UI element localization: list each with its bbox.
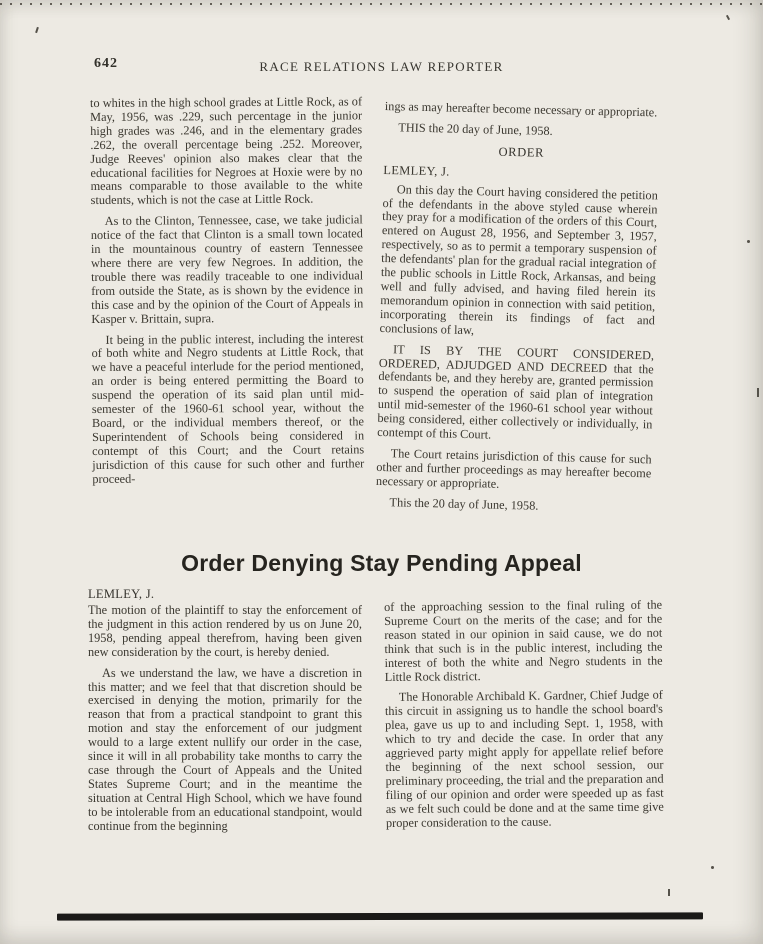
body-paragraph: As to the Clinton, Tennessee, case, we take judicial notice of the fact that Clinton is a small town located in the mountainous country of eastern Tennessee where there are very few Negroes. In addition, the trouble there was readily traceable to one individual from outside the State, as is shown by the evidence in this case and by the opinion of the Court of Appeals in Kasper v. Brittain, supra. bbox=[90, 212, 364, 326]
date-line: THIS the 20 day of June, 1958. bbox=[398, 120, 553, 138]
bottom-left-column bbox=[88, 604, 362, 841]
body-paragraph: The Honorable Archibald K. Gardner, Chief Judge of this circuit in assigning us to handle the school board's plea, gave us up to and including Sept. 1, 1958, with which to try and decide the case. In order that any aggrieved party might apply for appellate relief before the beginning of the next school session, our preliminary proceeding, the trial and the preparation and filing of our opinion and order were speeded up as fast as we felt such could be done and at the same time give proper consideration to the cause. bbox=[384, 688, 664, 830]
body-paragraph: IT IS BY THE COURT CONSIDERED, ORDERED, ADJUDGED AND DECREED that the defendants be, and they hereby are, granted permission to suspend the operation of said plan of integration until mid-semester of the 1960-61 school year without being considered, either collectively or individually, in contempt of this Court. bbox=[377, 341, 655, 442]
scan-dotted-edge bbox=[0, 3, 763, 5]
scan-artifact bbox=[757, 388, 759, 397]
closing-date-line: This the 20 day of June, 1958. bbox=[389, 494, 539, 513]
body-paragraph: As we understand the law, we have a discretion in this matter; and we feel that that discretion should be exercised in denying the motion, primarily for the reason that from a practical standpoint to grant this motion and stay the enforcement of our judgment would to a large extent nullify our order in the case, since it will in all probability take months to carry the case through the Court of Appeals and the United States Supreme Court; and in the meantime the situation at Central High School, which we have found to be intolerable from an educational standpoint, would continue from the beginning bbox=[88, 665, 362, 833]
running-header: RACE RELATIONS LAW REPORTER bbox=[259, 59, 504, 74]
continuation-paragraph: to whites in the high school grades at Little Rock, as of May, 1956, was .229, such percentage in the junior high grades was .246, and in the elementary grades .262, the overall percentage being .252. Moreover, Judge Reeves' opinion also makes clear that the educational facilities for Negroes at Hoxie were by no means comparable to those available to the white students, which is not the case at Little Rock. bbox=[89, 94, 363, 208]
scan-artifact bbox=[726, 15, 730, 20]
body-paragraph: The motion of the plaintiff to stay the enforcement of the judgment in this action rendered by us on June 20, 1958, pending appeal therefrom, having been given new consideration by the court, is hereby denied. bbox=[88, 603, 362, 659]
scan-artifact bbox=[711, 866, 714, 869]
body-paragraph: It being in the public interest, including the interest of both white and Negro students at Little Rock, that we have a peaceful interlude for the period mentioned, an order is being entered permitting the Board to suspend the operation of its said plan until mid-semester of the 1960-61 school year, without the Board, or the individual members thereof, or the Superintendent of Schools being considered in contempt of this Court; and the Court retains jurisdiction of this cause for such other and further proceed- bbox=[91, 330, 365, 486]
judge-name: LEMLEY, J. bbox=[88, 587, 155, 601]
scan-artifact bbox=[747, 240, 750, 243]
scan-artifact bbox=[668, 889, 670, 896]
judge-name: LEMLEY, J. bbox=[383, 162, 450, 179]
continuation-paragraph: ings as may hereafter become necessary or appropriate. bbox=[384, 99, 658, 120]
scan-artifact bbox=[35, 27, 39, 33]
section-title: Order Denying Stay Pending Appeal bbox=[181, 550, 582, 576]
top-right-column bbox=[375, 100, 660, 523]
body-paragraph: The Court retains jurisdiction of this cause for such other and further proceedings as may hereafter become necessary or appropriate. bbox=[375, 446, 652, 491]
scan-bottom-bar bbox=[57, 912, 703, 920]
page-number: 642 bbox=[94, 56, 118, 71]
top-left-column bbox=[90, 95, 364, 493]
bottom-right-column bbox=[384, 599, 664, 838]
body-paragraph: On this day the Court having considered the petition of the defendants in the above styled cause wherein they pray for a modification of the orders of this Court, entered on August 28, 1956, and September 3, 1957, respectively, so as to permit a temporary suspension of the defendants' plan for the gradual racial integration of the public schools in Little Rock, Arkansas, and being well and fully advised, and having filed herein its memorandum opinion in connection with said petition, incorporating therein its findings of fact and conclusions of law, bbox=[379, 181, 659, 337]
order-heading: ORDER bbox=[498, 144, 545, 160]
continuation-paragraph: of the approaching session to the final ruling of the Supreme Court on the merits of the case; and for the reason stated in our opinion in said cause, we do not think that such is in the public interest, including the interest of both the white and Negro students in the Little Rock district. bbox=[383, 597, 663, 684]
